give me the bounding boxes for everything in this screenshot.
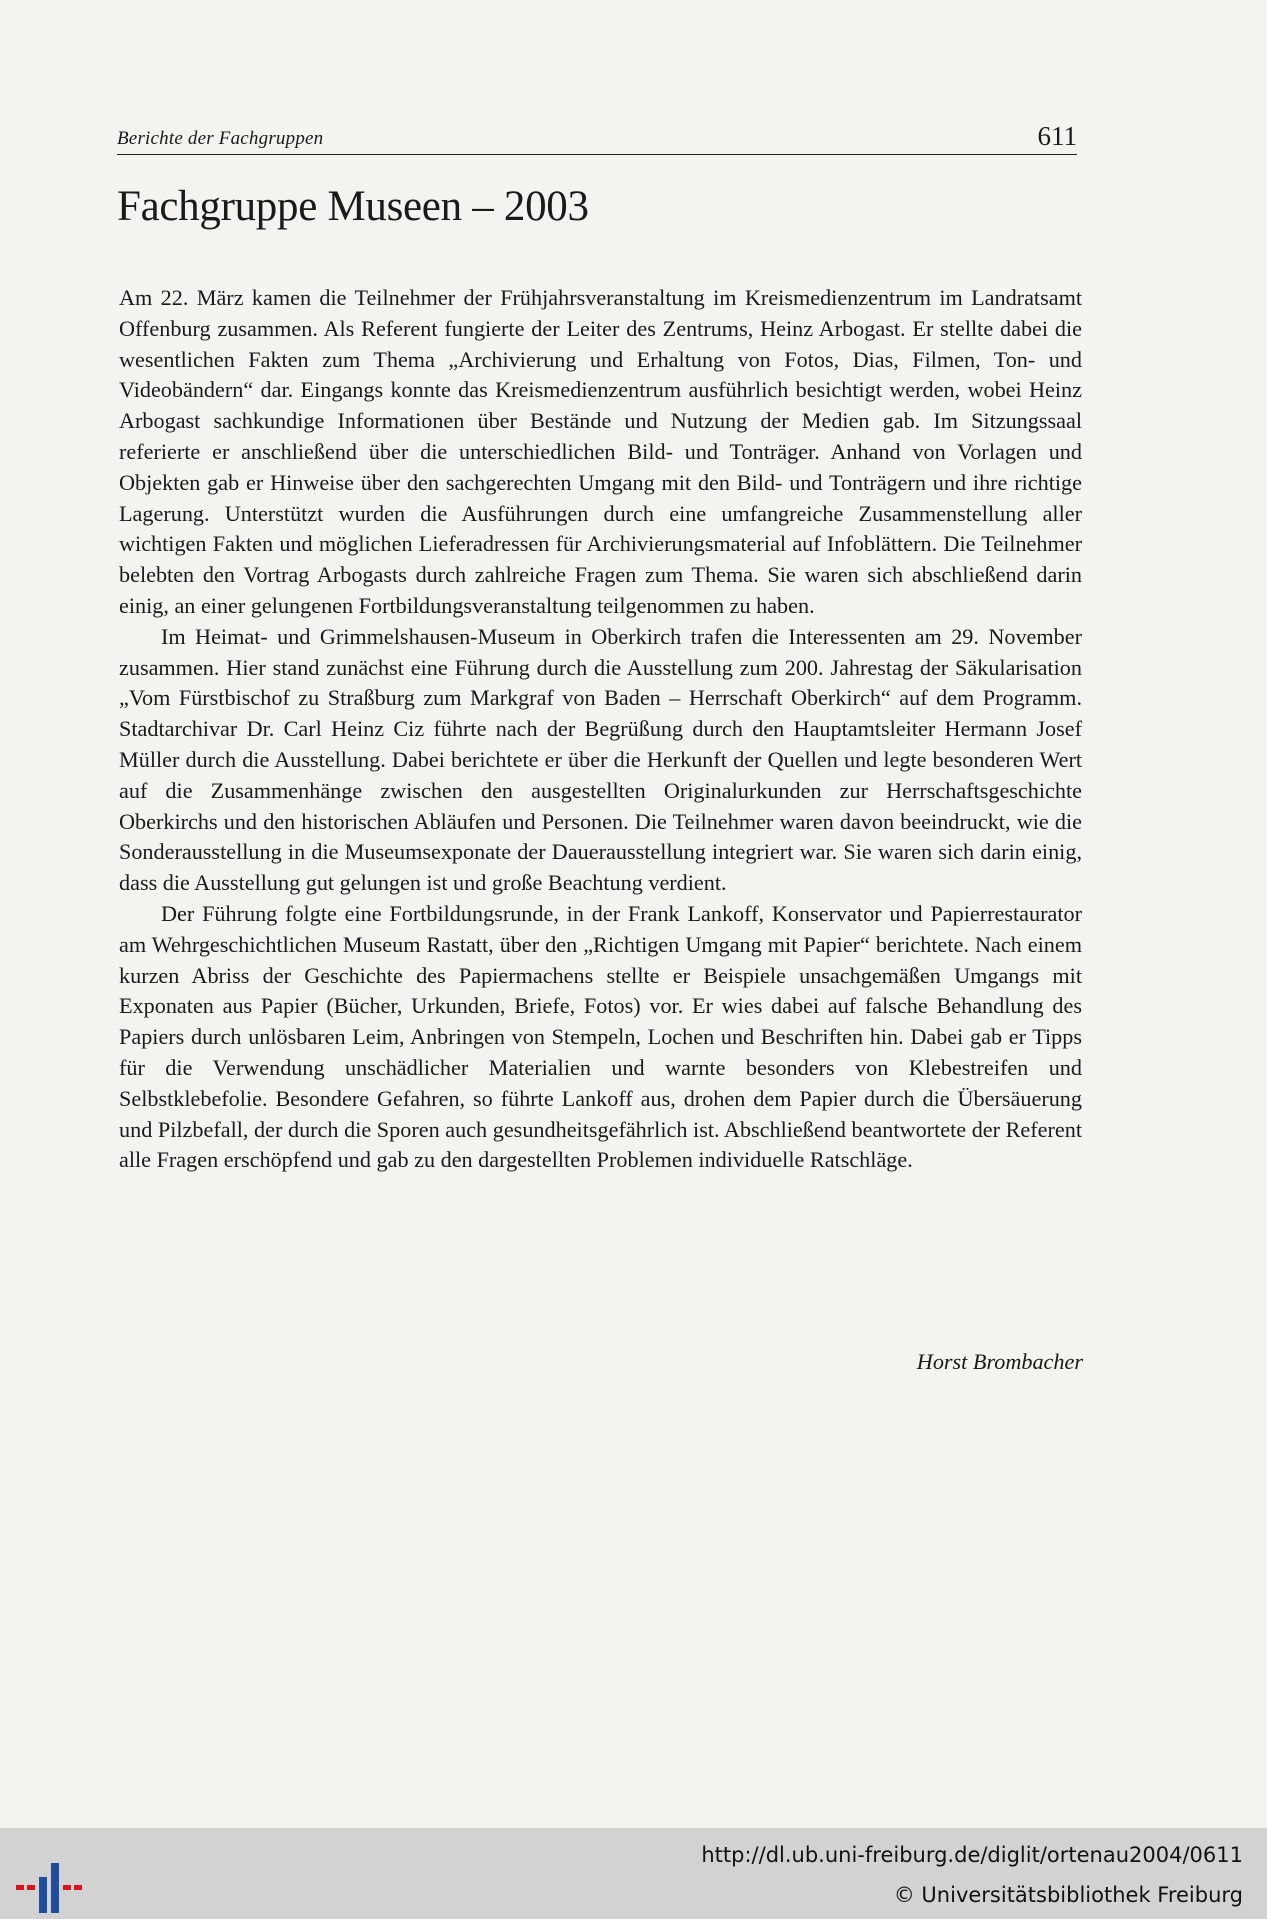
running-header (117, 118, 1077, 155)
copyright-notice: © Universitätsbibliothek Freiburg (893, 1883, 1243, 1907)
paragraph: Der Führung folgte eine Fortbildungsrunde, in der Frank Lankoff, Konservator und Papierrestaurator am Wehrgeschichtlichen Museum Rastatt, über den „Richtigen Umgang mit Papier“ berichtete. Nach einem kurzen Abriss der Geschichte des Papiermachens stellte er Beispiele unsachgemäßen Umgangs mit Exponaten aus Papier (Bücher, Urkunden, Briefe, Fotos) vor. Er wies dabei auf falsche Behandlung des Papiers durch unlösbaren Leim, Anbringen von Stempeln, Lochen und Beschriften hin. Dabei gab er Tipps für die Verwendung unschädlicher Materialien und warnte besonders von Klebestreifen und Selbstklebefolie. Besondere Gefahren, so führte Lankoff aus, drohen dem Papier durch die Übersäuerung und Pilzbefall, der durch die Sporen auch gesundheitsgefährlich ist. Abschließend beantwortete der Referent alle Fragen erschöpfend und gab zu den dargestellten Problemen individuelle Ratschläge. (119, 900, 1082, 1173)
paragraph: Im Heimat- und Grimmelshausen-Museum in Oberkirch trafen die Interessenten am 29. November zusammen. Hier stand zunächst eine Führung durch die Ausstellung zum 200. Jahrestag der Säkularisation „Vom Fürstbischof zu Straßburg zum Markgraf von Baden – Herrschaft Oberkirch“ auf dem Programm. Stadtarchivar Dr. Carl Heinz Ciz führte nach der Begrüßung durch den Hauptamtsleiter Hermann Josef Müller durch die Ausstellung. Dabei berichtete er über die Herkunft der Quellen und legte besonderen Wert auf die Zusammenhänge zwischen den ausgestellten Originalurkunden zur Herrschaftsgeschichte Oberkirchs und den historischen Abläufen und Personen. Die Teilnehmer waren davon beeindruckt, wie die Sonderausstellung in die Museumsexponate der Dauerausstellung integriert war. Sie waren sich darin einig, dass die Ausstellung gut gelungen ist und große Beachtung verdient. (119, 623, 1082, 896)
author-signature: Horst Brombacher (916, 1349, 1083, 1374)
source-url-link[interactable]: http://dl.ub.uni-freiburg.de/diglit/ortenau2004/0611 (701, 1843, 1243, 1867)
article-body (119, 283, 1082, 1176)
section-title: Berichte der Fachgruppen (117, 128, 324, 149)
page-number: 611 (1037, 121, 1077, 151)
article-title: Fachgruppe Museen – 2003 (117, 183, 589, 230)
paragraph: Am 22. März kamen die Teilnehmer der Frühjahrsveranstaltung im Kreismedienzentrum im Landratsamt Offenburg zusammen. Als Referent fungierte der Leiter des Zentrums, Heinz Arbogast. Er stellte dabei die wesentlichen Fakten zum Thema „Archivierung und Erhaltung von Fotos, Dias, Filmen, Ton- und Videobändern“ dar. Eingangs konnte das Kreismedienzentrum ausführlich besichtigt werden, wobei Heinz Arbogast sachkundige Informationen über Bestände und Nutzung der Medien gab. Im Sitzungssaal referierte er anschließend über die unterschiedlichen Bild- und Tonträger. Anhand von Vorlagen und Objekten gab er Hinweise über den sachgerechten Umgang mit den Bild- und Tonträgern und ihre richtige Lagerung. Unterstützt wurden die Ausführungen durch eine umfangreiche Zusammenstellung aller wichtigen Fakten und möglichen Lieferadressen für Archivierungsmaterial auf Infoblättern. Die Teilnehmer belebten den Vortrag Arbogasts durch zahlreiche Fragen zum Thema. Sie waren sich abschließend darin einig, an einer gelungenen Fortbildungsveranstaltung teilgenommen zu haben. (119, 285, 1082, 618)
footer-bar (0, 1828, 1267, 1919)
ub-freiburg-logo-icon (16, 1863, 82, 1913)
